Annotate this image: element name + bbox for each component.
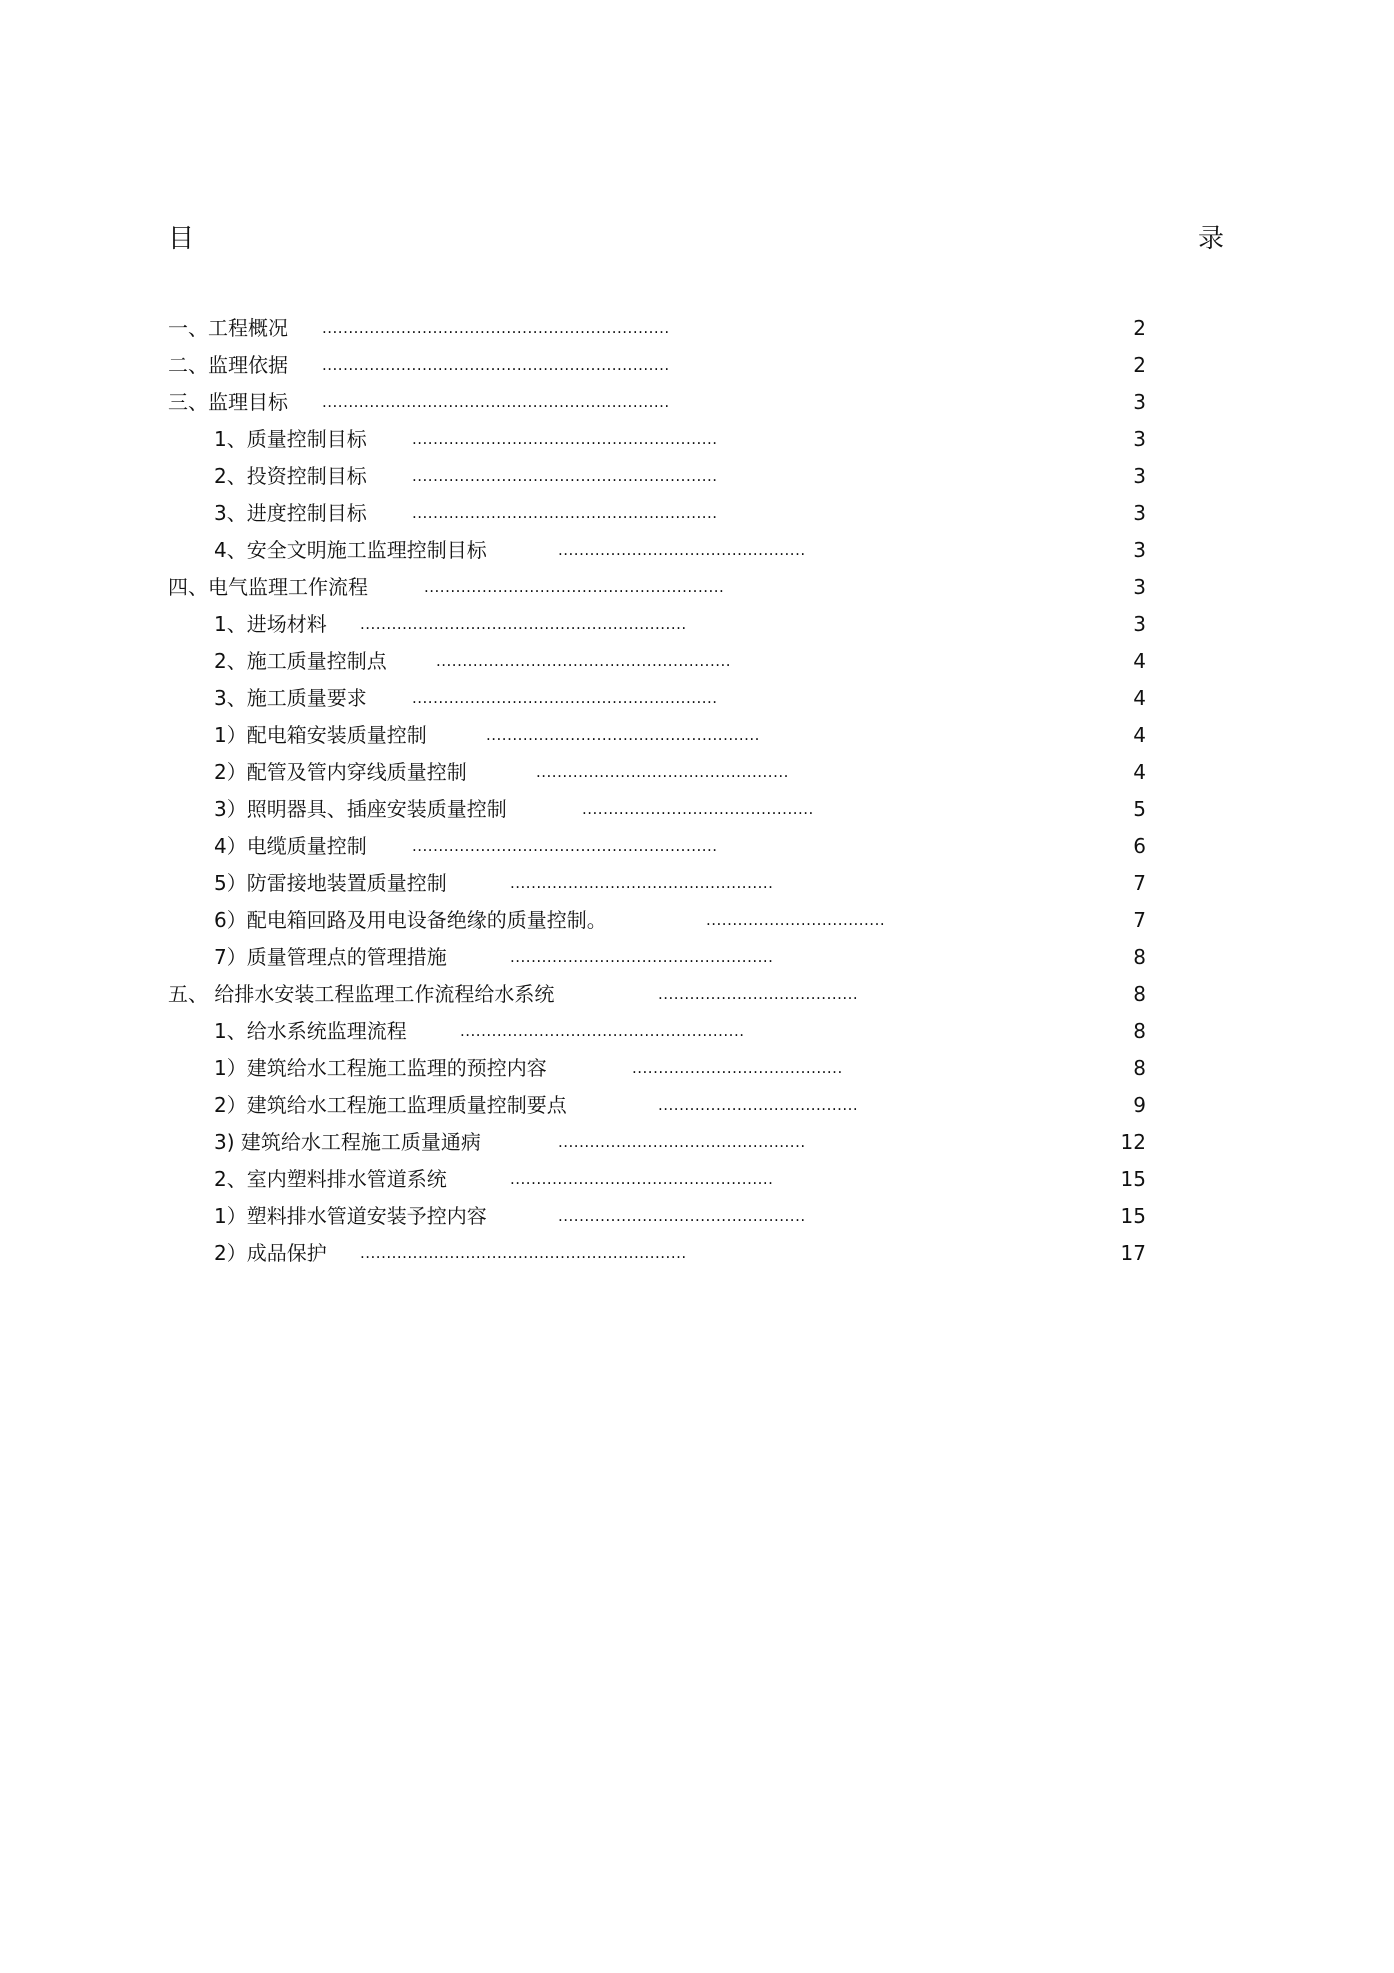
toc-entry-page: 3 xyxy=(1133,612,1146,636)
toc-leader-dots: .......................................................... xyxy=(412,837,718,855)
toc-entry-page: 4 xyxy=(1133,649,1146,673)
toc-entry-page: 3 xyxy=(1133,427,1146,451)
toc-leader-dots: .......................................................... xyxy=(412,504,718,522)
toc-entry-label: 7）质量管理点的管理措施 xyxy=(214,945,447,969)
toc-entry[interactable] xyxy=(0,461,1146,491)
toc-leader-dots: .............................................................. xyxy=(360,615,687,633)
toc-entry[interactable] xyxy=(0,313,1146,343)
toc-entry-page: 8 xyxy=(1133,982,1146,1006)
toc-entry-label: 1、给水系统监理流程 xyxy=(214,1019,407,1043)
toc-entry-page: 2 xyxy=(1133,353,1146,377)
toc-entry-label: 一、工程概况 xyxy=(168,316,288,340)
toc-entry-page: 5 xyxy=(1133,797,1146,821)
toc-entry-label: 3、进度控制目标 xyxy=(214,501,367,525)
toc-leader-dots: ...................................... xyxy=(658,985,859,1003)
toc-entry[interactable] xyxy=(0,1238,1146,1268)
toc-entry-page: 17 xyxy=(1120,1241,1146,1265)
toc-entry-label: 五、 给排水安装工程监理工作流程给水系统 xyxy=(168,982,555,1006)
toc-entry[interactable] xyxy=(0,535,1146,565)
toc-entry[interactable] xyxy=(0,1016,1146,1046)
toc-entry-label: 3）照明器具、插座安装质量控制 xyxy=(214,797,507,821)
toc-leader-dots: .......................................................... xyxy=(412,689,718,707)
toc-title-left: 目 xyxy=(168,224,195,254)
toc-leader-dots: ........................................................ xyxy=(436,652,732,670)
toc-entry[interactable] xyxy=(0,720,1146,750)
toc-entry-label: 1、质量控制目标 xyxy=(214,427,367,451)
toc-leader-dots: .................................................. xyxy=(510,948,774,966)
toc-entry-page: 6 xyxy=(1133,834,1146,858)
toc-entry-label: 1、进场材料 xyxy=(214,612,327,636)
toc-entry-page: 4 xyxy=(1133,723,1146,747)
toc-entry[interactable] xyxy=(0,350,1146,380)
toc-leader-dots: ........................................ xyxy=(632,1059,843,1077)
toc-entry-label: 3、施工质量要求 xyxy=(214,686,367,710)
toc-leader-dots: .................................................. xyxy=(510,1170,774,1188)
toc-leader-dots: ...................................... xyxy=(658,1096,859,1114)
toc-entry-page: 15 xyxy=(1120,1204,1146,1228)
toc-entry-label: 二、监理依据 xyxy=(168,353,288,377)
toc-leader-dots: ............................................ xyxy=(582,800,814,818)
toc-title-right: 录 xyxy=(1198,224,1225,254)
toc-entry[interactable] xyxy=(0,498,1146,528)
toc-entry-page: 8 xyxy=(1133,945,1146,969)
toc-leader-dots: ......................................................... xyxy=(424,578,725,596)
toc-leader-dots: .................................................... xyxy=(486,726,760,744)
toc-entry-label: 四、电气监理工作流程 xyxy=(168,575,368,599)
toc-leader-dots: ...................................................... xyxy=(460,1022,745,1040)
toc-entry[interactable] xyxy=(0,1201,1146,1231)
toc-entry-label: 2）成品保护 xyxy=(214,1241,327,1265)
toc-entry-label: 5）防雷接地装置质量控制 xyxy=(214,871,447,895)
toc-entry[interactable] xyxy=(0,794,1146,824)
toc-leader-dots: ............................................... xyxy=(558,1207,806,1225)
toc-entry-page: 3 xyxy=(1133,575,1146,599)
toc-entry-page: 15 xyxy=(1120,1167,1146,1191)
toc-entry-label: 3) 建筑给水工程施工质量通病 xyxy=(214,1130,481,1154)
toc-entry-page: 4 xyxy=(1133,686,1146,710)
toc-leader-dots: .................................................. xyxy=(510,874,774,892)
toc-entry-page: 4 xyxy=(1133,760,1146,784)
toc-entry-page: 12 xyxy=(1120,1130,1146,1154)
toc-leader-dots: ............................................... xyxy=(558,541,806,559)
toc-entry-page: 7 xyxy=(1133,871,1146,895)
toc-entry-label: 4）电缆质量控制 xyxy=(214,834,367,858)
toc-entry-label: 1）配电箱安装质量控制 xyxy=(214,723,427,747)
toc-entry[interactable] xyxy=(0,1164,1146,1194)
toc-entry-label: 2）建筑给水工程施工监理质量控制要点 xyxy=(214,1093,567,1117)
toc-leader-dots: .................................................................. xyxy=(322,393,670,411)
toc-entry-page: 2 xyxy=(1133,316,1146,340)
toc-leader-dots: .......................................................... xyxy=(412,467,718,485)
toc-entry-label: 2、投资控制目标 xyxy=(214,464,367,488)
toc-entry-page: 8 xyxy=(1133,1056,1146,1080)
toc-entry[interactable] xyxy=(0,572,1146,602)
toc-entry[interactable] xyxy=(0,1053,1146,1083)
toc-entry[interactable] xyxy=(0,979,1146,1009)
toc-entry[interactable] xyxy=(0,905,1146,935)
toc-entry[interactable] xyxy=(0,757,1146,787)
toc-entry-page: 9 xyxy=(1133,1093,1146,1117)
toc-entry[interactable] xyxy=(0,1127,1146,1157)
toc-entry-page: 3 xyxy=(1133,464,1146,488)
toc-entry[interactable] xyxy=(0,683,1146,713)
toc-leader-dots: .......................................................... xyxy=(412,430,718,448)
toc-leader-dots: .................................................................. xyxy=(322,319,670,337)
toc-entry[interactable] xyxy=(0,942,1146,972)
toc-entry-page: 8 xyxy=(1133,1019,1146,1043)
toc-entry-page: 3 xyxy=(1133,390,1146,414)
toc-entry-label: 2、室内塑料排水管道系统 xyxy=(214,1167,447,1191)
toc-entry[interactable] xyxy=(0,609,1146,639)
toc-entry-label: 三、监理目标 xyxy=(168,390,288,414)
toc-entry-page: 3 xyxy=(1133,538,1146,562)
toc-entry[interactable] xyxy=(0,387,1146,417)
toc-entry[interactable] xyxy=(0,424,1146,454)
toc-leader-dots: .................................................................. xyxy=(322,356,670,374)
toc-leader-dots: ................................................ xyxy=(536,763,789,781)
toc-entry-label: 6）配电箱回路及用电设备绝缘的质量控制。 xyxy=(214,908,607,932)
toc-entry-label: 2）配管及管内穿线质量控制 xyxy=(214,760,467,784)
toc-leader-dots: .............................................................. xyxy=(360,1244,687,1262)
toc-leader-dots: .................................. xyxy=(706,911,886,929)
toc-entry-label: 1）建筑给水工程施工监理的预控内容 xyxy=(214,1056,547,1080)
toc-leader-dots: ............................................... xyxy=(558,1133,806,1151)
toc-entry-page: 3 xyxy=(1133,501,1146,525)
toc-entry-label: 1）塑料排水管道安装予控内容 xyxy=(214,1204,487,1228)
toc-entry[interactable] xyxy=(0,646,1146,676)
toc-entry[interactable] xyxy=(0,868,1146,898)
toc-entry-page: 7 xyxy=(1133,908,1146,932)
toc-entry[interactable] xyxy=(0,831,1146,861)
toc-entry-label: 4、安全文明施工监理控制目标 xyxy=(214,538,487,562)
toc-entry-label: 2、施工质量控制点 xyxy=(214,649,387,673)
toc-entry[interactable] xyxy=(0,1090,1146,1120)
